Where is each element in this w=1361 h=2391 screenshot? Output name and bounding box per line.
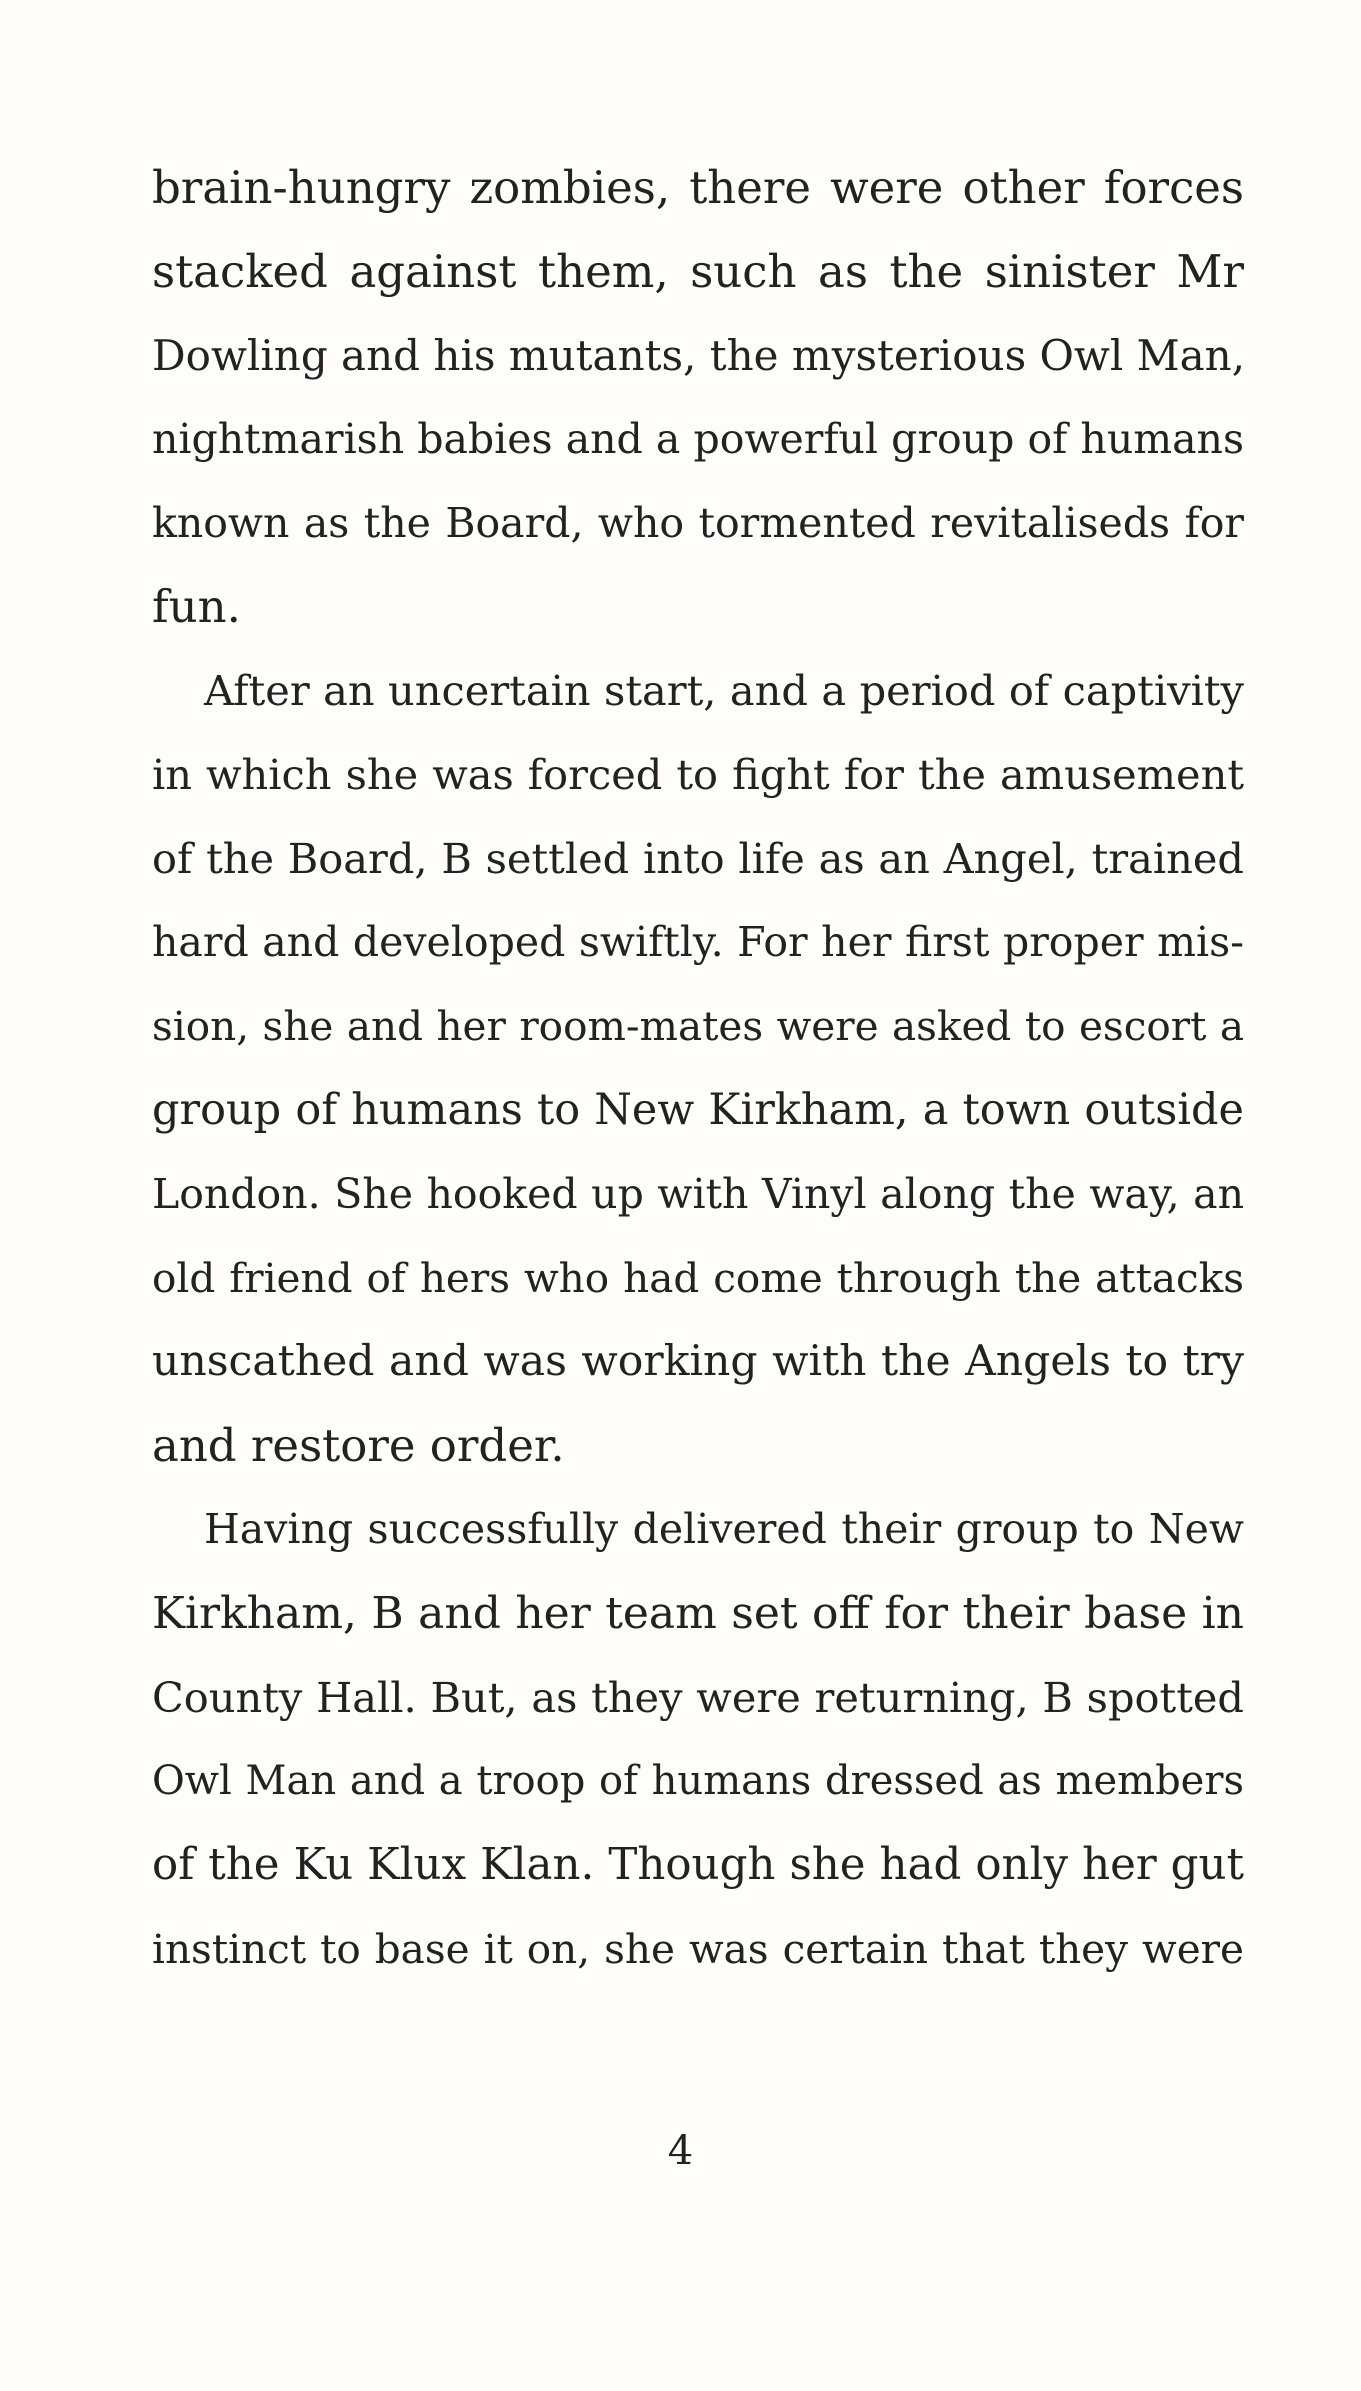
paragraph-1-line-4: nightmarish babies and a powerful group of humans (152, 414, 1244, 463)
paragraph-3-line-6: instinct to base it on, she was certain that they were (152, 1924, 1244, 1973)
page-number: 4 (667, 2128, 694, 2174)
paragraph-2-line-10: and restore order. (152, 1419, 565, 1473)
paragraph-3-line-1: Having successfully delivered their group to New (204, 1505, 1244, 1554)
paragraph-2-line-3: of the Board, B settled into life as an Angel, trained (152, 834, 1244, 884)
paragraph-3-line-2: Kirkham, B and her team set off for their base in (152, 1588, 1244, 1640)
paragraph-1-line-5: known as the Board, who tormented revitaliseds for (152, 498, 1244, 547)
body-text (152, 146, 1244, 1992)
paragraph-1-line-2: stacked against them, such as the sinister Mr (152, 244, 1244, 298)
paragraph-3-line-4: Owl Man and a troop of humans dressed as members (152, 1757, 1244, 1804)
paragraph-2-line-8: old friend of hers who had come through the attacks (152, 1253, 1244, 1302)
paragraph-1-line-1: brain-hungry zombies, there were other forces (152, 161, 1244, 214)
paragraph-2-line-1: After an uncertain start, and a period of captivity (204, 666, 1244, 716)
paragraph-1-line-6: fun. (152, 580, 241, 634)
paragraph-3-line-3: County Hall. But, as they were returning, B spotted (152, 1673, 1244, 1723)
paragraph-2-line-5: sion, she and her room-mates were asked to escort a (152, 1001, 1244, 1050)
paragraph-2-line-9: unscathed and was working with the Angels to try (152, 1337, 1244, 1387)
paragraph-2-line-2: in which she was forced to fight for the amusement (152, 750, 1244, 800)
paragraph-2-line-6: group of humans to New Kirkham, a town outside (152, 1084, 1244, 1135)
paragraph-2-line-4: hard and developed swiftly. For her first proper mis- (152, 918, 1244, 967)
paragraph-2-line-7: London. She hooked up with Vinyl along the way, an (152, 1169, 1244, 1218)
paragraph-3-line-5: of the Ku Klux Klan. Though she had only her gut (152, 1839, 1244, 1890)
paragraph-1-line-3: Dowling and his mutants, the mysterious Owl Man, (152, 330, 1246, 380)
